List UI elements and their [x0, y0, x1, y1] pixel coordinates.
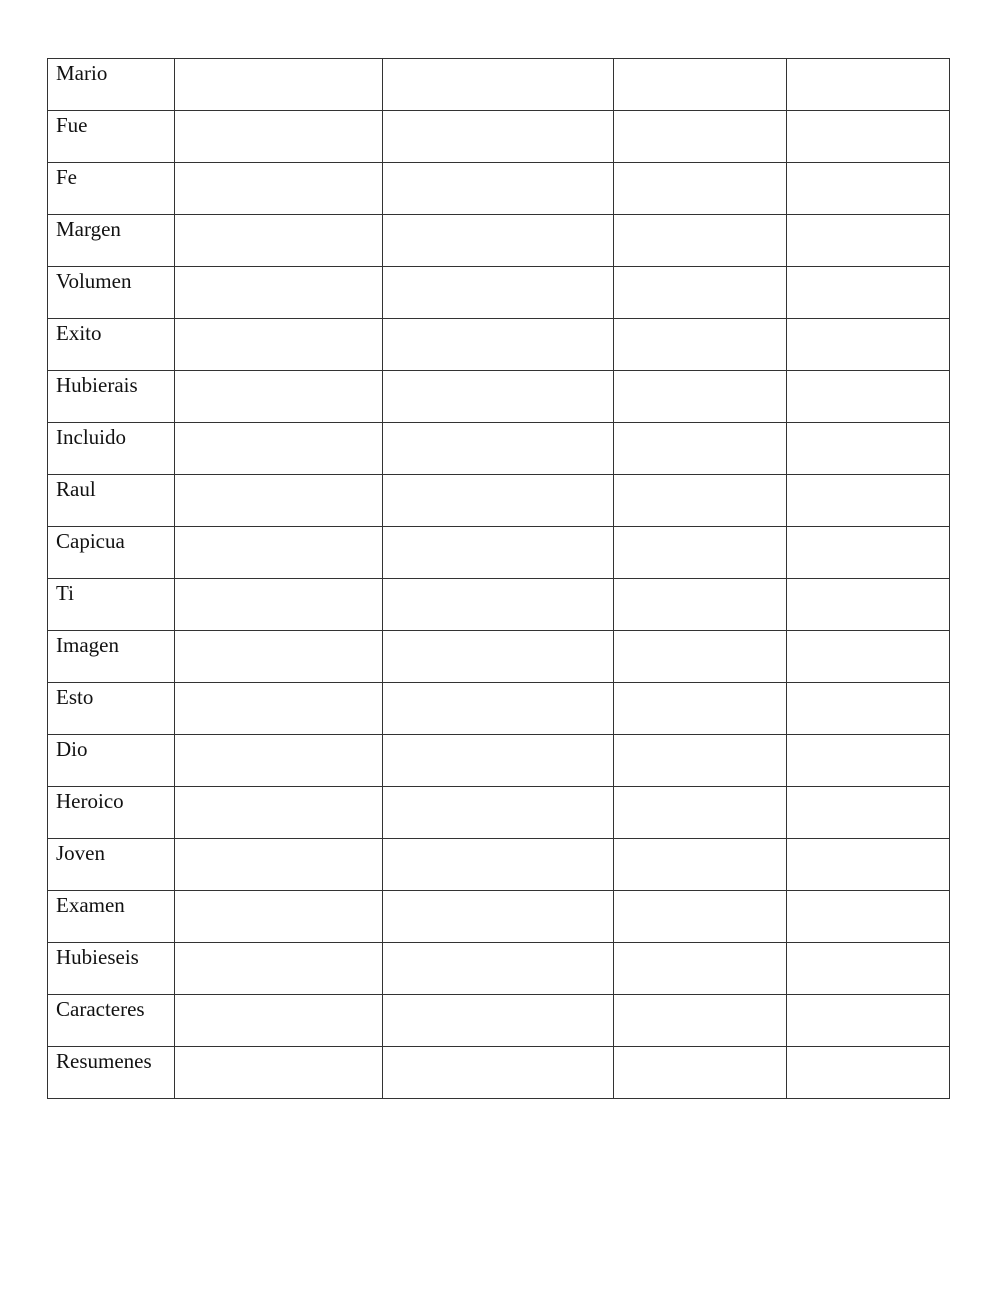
table-row [48, 683, 950, 735]
answer-cell-3[interactable] [614, 1047, 787, 1099]
answer-cell-4[interactable] [787, 995, 950, 1047]
answer-cell-4[interactable] [787, 891, 950, 943]
answer-cell-4[interactable] [787, 267, 950, 319]
answer-cell-2[interactable] [383, 631, 614, 683]
answer-cell-2[interactable] [383, 267, 614, 319]
answer-cell-2[interactable] [383, 319, 614, 371]
answer-cell-3[interactable] [614, 423, 787, 475]
answer-cell-2[interactable] [383, 423, 614, 475]
word-cell: Exito [48, 319, 175, 371]
answer-cell-2[interactable] [383, 527, 614, 579]
answer-cell-4[interactable] [787, 423, 950, 475]
answer-cell-1[interactable] [175, 475, 383, 527]
answer-cell-1[interactable] [175, 319, 383, 371]
answer-cell-1[interactable] [175, 735, 383, 787]
answer-cell-1[interactable] [175, 59, 383, 111]
table-row [48, 943, 950, 995]
answer-cell-4[interactable] [787, 631, 950, 683]
table-row [48, 163, 950, 215]
answer-cell-3[interactable] [614, 891, 787, 943]
answer-cell-2[interactable] [383, 579, 614, 631]
answer-cell-4[interactable] [787, 683, 950, 735]
answer-cell-3[interactable] [614, 163, 787, 215]
answer-cell-3[interactable] [614, 111, 787, 163]
answer-cell-1[interactable] [175, 1047, 383, 1099]
word-cell: Imagen [48, 631, 175, 683]
word-cell: Capicua [48, 527, 175, 579]
answer-cell-2[interactable] [383, 891, 614, 943]
answer-cell-3[interactable] [614, 787, 787, 839]
word-cell: Dio [48, 735, 175, 787]
answer-cell-3[interactable] [614, 319, 787, 371]
answer-cell-4[interactable] [787, 319, 950, 371]
answer-cell-3[interactable] [614, 995, 787, 1047]
answer-cell-4[interactable] [787, 475, 950, 527]
answer-cell-2[interactable] [383, 735, 614, 787]
answer-cell-1[interactable] [175, 943, 383, 995]
answer-cell-3[interactable] [614, 683, 787, 735]
answer-cell-1[interactable] [175, 995, 383, 1047]
word-cell: Hubierais [48, 371, 175, 423]
table-row [48, 787, 950, 839]
table-row [48, 215, 950, 267]
answer-cell-3[interactable] [614, 839, 787, 891]
table-row [48, 839, 950, 891]
answer-cell-3[interactable] [614, 735, 787, 787]
answer-cell-4[interactable] [787, 215, 950, 267]
answer-cell-2[interactable] [383, 59, 614, 111]
table-row [48, 59, 950, 111]
table-row [48, 111, 950, 163]
table-row [48, 267, 950, 319]
answer-cell-4[interactable] [787, 371, 950, 423]
table-row [48, 423, 950, 475]
word-cell: Margen [48, 215, 175, 267]
answer-cell-4[interactable] [787, 163, 950, 215]
table-row [48, 579, 950, 631]
word-cell: Caracteres [48, 995, 175, 1047]
answer-cell-3[interactable] [614, 527, 787, 579]
answer-cell-4[interactable] [787, 735, 950, 787]
table-body [48, 59, 950, 1099]
word-cell: Heroico [48, 787, 175, 839]
answer-cell-3[interactable] [614, 215, 787, 267]
answer-cell-1[interactable] [175, 527, 383, 579]
answer-cell-1[interactable] [175, 163, 383, 215]
answer-cell-3[interactable] [614, 371, 787, 423]
word-cell: Incluido [48, 423, 175, 475]
answer-cell-3[interactable] [614, 59, 787, 111]
answer-cell-3[interactable] [614, 579, 787, 631]
answer-cell-4[interactable] [787, 59, 950, 111]
answer-cell-3[interactable] [614, 943, 787, 995]
word-cell: Raul [48, 475, 175, 527]
word-classification-table [47, 58, 950, 1099]
answer-cell-1[interactable] [175, 267, 383, 319]
word-cell: Fue [48, 111, 175, 163]
word-cell: Resumenes [48, 1047, 175, 1099]
answer-cell-1[interactable] [175, 215, 383, 267]
word-cell: Fe [48, 163, 175, 215]
answer-cell-2[interactable] [383, 943, 614, 995]
answer-cell-1[interactable] [175, 111, 383, 163]
word-cell: Ti [48, 579, 175, 631]
answer-cell-1[interactable] [175, 839, 383, 891]
answer-cell-4[interactable] [787, 111, 950, 163]
word-cell: Hubieseis [48, 943, 175, 995]
answer-cell-2[interactable] [383, 1047, 614, 1099]
table-row [48, 475, 950, 527]
answer-cell-2[interactable] [383, 787, 614, 839]
word-cell: Joven [48, 839, 175, 891]
answer-cell-2[interactable] [383, 839, 614, 891]
answer-cell-1[interactable] [175, 423, 383, 475]
answer-cell-2[interactable] [383, 683, 614, 735]
answer-cell-4[interactable] [787, 1047, 950, 1099]
answer-cell-2[interactable] [383, 215, 614, 267]
word-cell: Examen [48, 891, 175, 943]
table-row [48, 631, 950, 683]
answer-cell-2[interactable] [383, 475, 614, 527]
word-cell: Mario [48, 59, 175, 111]
answer-cell-4[interactable] [787, 839, 950, 891]
answer-cell-2[interactable] [383, 111, 614, 163]
answer-cell-1[interactable] [175, 371, 383, 423]
answer-cell-1[interactable] [175, 787, 383, 839]
table-row [48, 371, 950, 423]
answer-cell-4[interactable] [787, 787, 950, 839]
table-row [48, 891, 950, 943]
answer-cell-4[interactable] [787, 579, 950, 631]
table-row [48, 1047, 950, 1099]
answer-cell-3[interactable] [614, 631, 787, 683]
answer-cell-2[interactable] [383, 371, 614, 423]
table-row [48, 735, 950, 787]
word-cell: Volumen [48, 267, 175, 319]
answer-cell-3[interactable] [614, 267, 787, 319]
answer-cell-3[interactable] [614, 475, 787, 527]
table-row [48, 319, 950, 371]
table-row [48, 527, 950, 579]
word-cell: Esto [48, 683, 175, 735]
answer-cell-1[interactable] [175, 891, 383, 943]
answer-cell-1[interactable] [175, 631, 383, 683]
answer-cell-1[interactable] [175, 683, 383, 735]
answer-cell-1[interactable] [175, 579, 383, 631]
table-row [48, 995, 950, 1047]
answer-cell-4[interactable] [787, 527, 950, 579]
answer-cell-2[interactable] [383, 995, 614, 1047]
answer-cell-2[interactable] [383, 163, 614, 215]
answer-cell-4[interactable] [787, 943, 950, 995]
